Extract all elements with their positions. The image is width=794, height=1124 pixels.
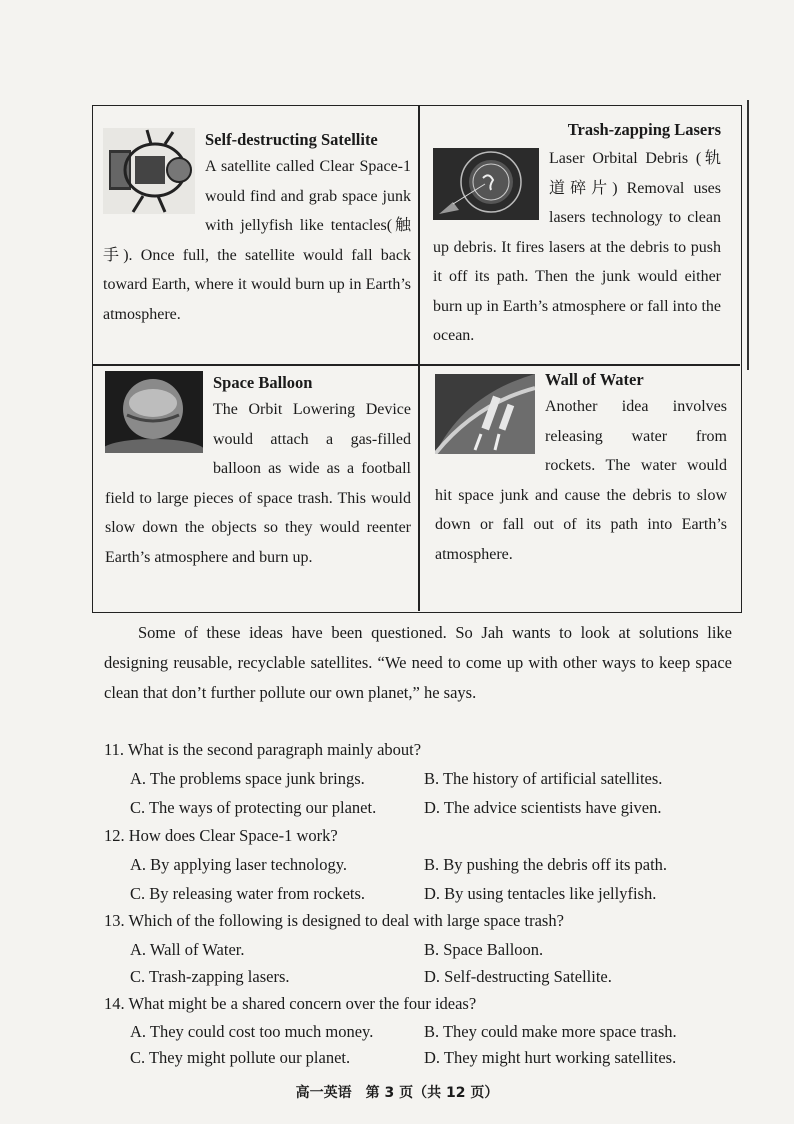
option-a: A. They could cost too much money. (130, 1022, 374, 1041)
page-footer: 高一英语 第 3 页（共 12 页） (295, 1085, 499, 1101)
option-a: A. Wall of Water. (130, 940, 245, 959)
idea-cell-balloon (105, 371, 411, 572)
question-13: 13. Which of the following is designed to deal with large space trash? (104, 911, 564, 930)
laser-image (433, 148, 539, 220)
cell-text: A satellite called Clear Space-1 would find and grab space junk with jellyfish like tentacles(触手). Once full, the satellite would fall back toward Earth, where it would burn up in Earth’s atmosphere. (103, 158, 411, 323)
question-14: 14. What might be a shared concern over the four ideas? (104, 994, 477, 1013)
option-c: C. Trash-zapping lasers. (130, 967, 290, 986)
table-horizontal-divider (93, 364, 740, 366)
cell-title: Wall of Water (545, 370, 644, 389)
option-b: B. Space Balloon. (424, 940, 544, 959)
option-c: C. They might pollute our planet. (130, 1048, 351, 1067)
option-c: C. The ways of protecting our planet. (130, 798, 377, 817)
idea-cell-satellite (103, 128, 411, 329)
option-d: D. The advice scientists have given. (424, 798, 662, 817)
cell-text: Laser Orbital Debris (轨道碎片) Removal uses lasers technology to clean up debris. It fires lasers at the debris to push it off its path. Then the junk would either burn up in Earth’s atmosphere or fall into the ocean. (433, 150, 721, 344)
option-b: B. The history of artificial satellites. (424, 769, 663, 788)
table-vertical-divider (418, 106, 420, 611)
cell-text: Another idea involves releasing water from rockets. The water would hit space junk and cause the debris to slow down or fall out of its path into Earth’s atmosphere. (435, 398, 727, 563)
option-b: B. They could make more space trash. (424, 1022, 677, 1041)
ideas-table (92, 105, 742, 613)
balloon-image (105, 371, 203, 453)
page-edge-line (747, 100, 749, 370)
option-c: C. By releasing water from rockets. (130, 884, 366, 903)
question-12: 12. How does Clear Space-1 work? (104, 826, 338, 845)
satellite-image (103, 128, 195, 214)
option-b: B. By pushing the debris off its path. (424, 855, 668, 874)
cell-title: Self-destructing Satellite (205, 130, 378, 149)
option-a: A. The problems space junk brings. (130, 769, 365, 788)
rocket-image (435, 374, 535, 454)
question-11: 11. What is the second paragraph mainly about? (104, 740, 422, 759)
idea-cell-water (435, 368, 727, 569)
cell-title: Space Balloon (213, 373, 313, 392)
closing-paragraph: Some of these ideas have been questioned. So Jah wants to look at solutions like designing reusable, recyclable satellites. “We need to come up with other ways to keep space clean that don’t further pollute our own planet,” he says. (104, 623, 732, 702)
option-a: A. By applying laser technology. (130, 855, 348, 874)
idea-cell-lasers (433, 118, 721, 351)
option-d: D. They might hurt working satellites. (424, 1048, 677, 1067)
option-d: D. Self-destructing Satellite. (424, 967, 612, 986)
cell-text: The Orbit Lowering Device would attach a gas-filled balloon as wide as a football field to large pieces of space trash. This would slow down the objects so they would reenter Earth’s atmosphere and burn up. (105, 401, 411, 566)
cell-title: Trash-zapping Lasers (567, 120, 721, 139)
option-d: D. By using tentacles like jellyfish. (424, 884, 657, 903)
